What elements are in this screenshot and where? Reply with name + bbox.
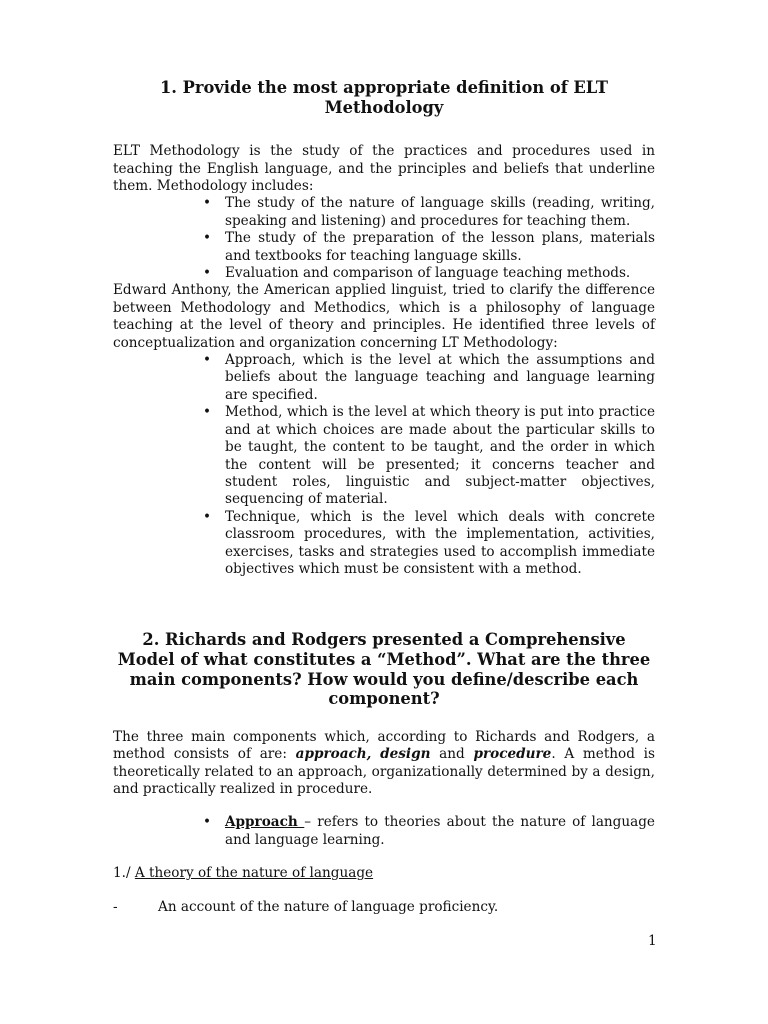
theory-heading-line — [113, 865, 655, 882]
dash-item-text: An account of the nature of language proficiency. — [158, 898, 499, 915]
theory-number: 1./ — [113, 865, 135, 882]
q2-intro-start: The three main components which, according to Richards and Rodgers, a method consists of are: — [113, 728, 655, 763]
spacer — [113, 883, 655, 899]
term-approach: approach, — [295, 746, 372, 763]
question-1-title: 1. Provide the most appropriate definition of ELT Methodology — [159, 78, 609, 117]
and-word: and — [430, 746, 474, 763]
approach-label: Approach — [225, 814, 305, 831]
spacer — [113, 798, 655, 814]
dash-list-item — [113, 899, 655, 916]
list-item: • Technique, which is the level which deals with concrete classroom procedures, with the implementation, activities, exercises, tasks and strategies used to accomplish immediate objectives which must be consistent with a method. — [225, 509, 655, 579]
spacer — [113, 849, 655, 865]
anthony-levels-list — [113, 352, 655, 578]
theory-heading: A theory of the nature of language — [134, 865, 374, 882]
question-2-title: 2. Richards and Rodgers presented a Comprehensive Model of what constitutes a “Method”. What are the three main components? How would you define/describe each component? — [117, 630, 651, 709]
approach-definition: – refers to theories about the nature of language and language learning. — [225, 814, 655, 848]
anthony-paragraph: Edward Anthony, the American applied linguist, tried to clarify the difference between Methodology and Methodics, which is a philosophy of language teaching at the level of theory and principles. He identified three levels of conceptualization and organization concerning LT Methodology: — [113, 282, 655, 351]
term-procedure: procedure — [473, 746, 552, 763]
dash-marker: - — [113, 898, 118, 915]
list-item: • The study of the nature of language skills (reading, writing, speaking and listening) and procedures for teaching them. — [225, 195, 655, 230]
methodology-includes-list — [113, 195, 655, 282]
q2-intro-paragraph — [113, 729, 655, 799]
list-item: • Approach, which is the level at which the assumptions and beliefs about the language teaching and language learning are specified. — [225, 352, 655, 404]
list-item: • The study of the preparation of the lesson plans, materials and textbooks for teaching language skills. — [225, 230, 655, 265]
list-item: • Method, which is the level at which theory is put into practice and at which choices are made about the particular skills to be taught, the content to be taught, and the order in which the content will be presented; it concerns teacher and student roles, linguistic and subject-matter objectives, sequencing of material. — [225, 404, 655, 508]
document-body — [113, 78, 655, 916]
term-design: design — [380, 746, 431, 763]
list-item: • Evaluation and comparison of language teaching methods. — [225, 265, 655, 282]
q1-intro-paragraph: ELT Methodology is the study of the practices and procedures used in teaching the English language, and the principles and beliefs that underline them. Methodology includes: — [113, 143, 655, 194]
q2-intro-end: . A method is theoretically related to an approach, organizationally determined by a design, and practically realized in procedure. — [113, 746, 655, 797]
list-item-approach — [225, 814, 655, 849]
page-number: 1 — [648, 933, 657, 949]
components-list — [113, 814, 655, 849]
